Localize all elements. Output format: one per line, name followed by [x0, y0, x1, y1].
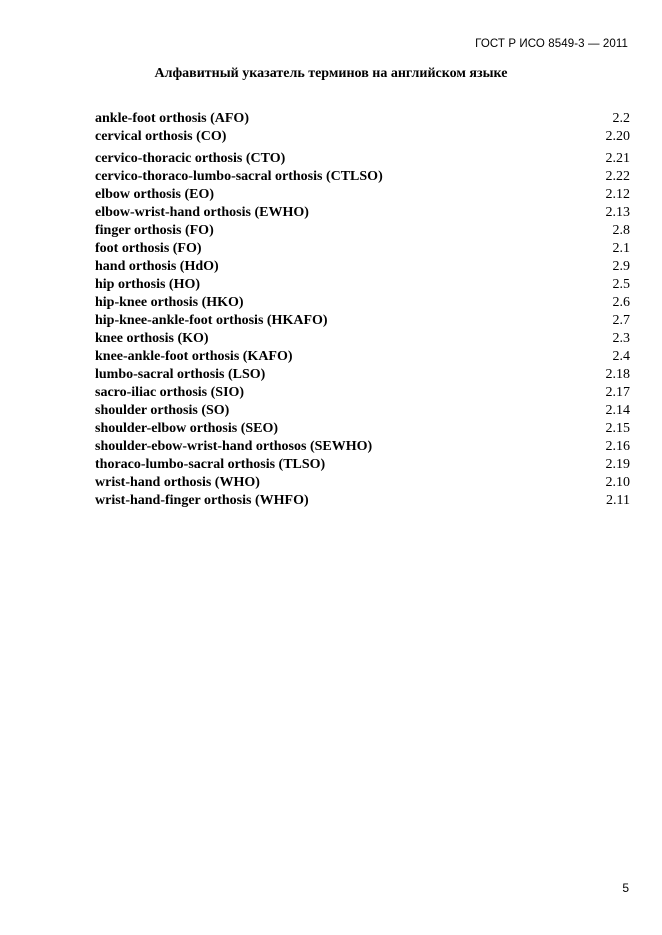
index-entry	[95, 276, 630, 294]
entry-term: hip-knee orthosis (HKO)	[95, 295, 244, 310]
entry-reference: 2.18	[605, 367, 630, 382]
entry-reference: 2.11	[606, 493, 630, 508]
entry-reference: 2.13	[605, 205, 630, 220]
index-entry	[95, 474, 630, 492]
index-entry	[95, 204, 630, 222]
entry-reference: 2.15	[605, 421, 630, 436]
entry-term: wrist-hand orthosis (WHO)	[95, 475, 260, 490]
entry-term: elbow-wrist-hand orthosis (EWHO)	[95, 205, 309, 220]
entry-term: knee orthosis (KO)	[95, 331, 209, 346]
entry-reference: 2.5	[612, 277, 630, 292]
entry-term: knee-ankle-foot orthosis (KAFO)	[95, 349, 293, 364]
index-entry	[95, 258, 630, 276]
entry-term: shoulder orthosis (SO)	[95, 403, 230, 418]
index-entry	[95, 312, 630, 330]
entry-term: shoulder-ebow-wrist-hand orthosos (SEWHO)	[95, 439, 373, 454]
entry-reference: 2.16	[605, 439, 630, 454]
entry-term: cervico-thoracic orthosis (CTO)	[95, 151, 286, 166]
index-entry	[95, 492, 630, 510]
entry-reference: 2.10	[605, 475, 630, 490]
standard-code: ГОСТ Р ИСО 8549-3 — 2011	[475, 38, 628, 50]
entry-reference: 2.12	[605, 187, 630, 202]
entry-term: wrist-hand-finger orthosis (WHFO)	[95, 493, 309, 508]
entry-term: shoulder-elbow orthosis (SEO)	[95, 421, 279, 436]
entry-reference: 2.20	[605, 129, 630, 144]
entry-reference: 2.21	[605, 151, 630, 166]
index-entry	[95, 330, 630, 348]
entry-term: hip orthosis (HO)	[95, 277, 201, 292]
index-entry	[95, 402, 630, 420]
entry-term: cervico-thoraco-lumbo-sacral orthosis (CTLSO)	[95, 169, 383, 184]
index-entry	[95, 294, 630, 312]
entry-reference: 2.3	[612, 331, 630, 346]
entry-term: finger orthosis (FO)	[95, 223, 214, 238]
index-entry	[95, 348, 630, 366]
entry-term: foot orthosis (FO)	[95, 241, 202, 256]
entry-reference: 2.1	[612, 241, 630, 256]
entry-reference: 2.7	[612, 313, 630, 328]
entry-term: sacro-iliac orthosis (SIO)	[95, 385, 245, 400]
index-title: Алфавитный указатель терминов на английском языке	[154, 66, 508, 81]
entry-term: hand orthosis (HdO)	[95, 259, 219, 274]
index-entry	[95, 150, 630, 168]
index-entry	[95, 128, 630, 146]
index-entry	[95, 222, 630, 240]
term-index-list	[95, 110, 630, 510]
index-entry	[95, 456, 630, 474]
entry-reference: 2.8	[612, 223, 630, 238]
index-entry	[95, 186, 630, 204]
index-entry	[95, 366, 630, 384]
entry-reference: 2.14	[605, 403, 630, 418]
entry-reference: 2.9	[612, 259, 630, 274]
entry-term: thoraco-lumbo-sacral orthosis (TLSO)	[95, 457, 326, 472]
index-entry	[95, 240, 630, 258]
index-entry	[95, 110, 630, 128]
index-entry	[95, 420, 630, 438]
index-entry	[95, 384, 630, 402]
entry-reference: 2.22	[605, 169, 630, 184]
index-entry	[95, 438, 630, 456]
entry-reference: 2.17	[605, 385, 630, 400]
entry-term: cervical orthosis (CO)	[95, 129, 227, 144]
entry-term: ankle-foot orthosis (AFO)	[95, 111, 249, 126]
entry-reference: 2.4	[612, 349, 630, 364]
index-entry	[95, 168, 630, 186]
entry-term: elbow orthosis (EO)	[95, 187, 214, 202]
entry-reference: 2.2	[612, 111, 630, 126]
entry-term: hip-knee-ankle-foot orthosis (HKAFO)	[95, 313, 328, 328]
entry-reference: 2.19	[605, 457, 630, 472]
entry-reference: 2.6	[612, 295, 630, 310]
entry-term: lumbo-sacral orthosis (LSO)	[95, 367, 266, 382]
page-number: 5	[622, 881, 629, 895]
